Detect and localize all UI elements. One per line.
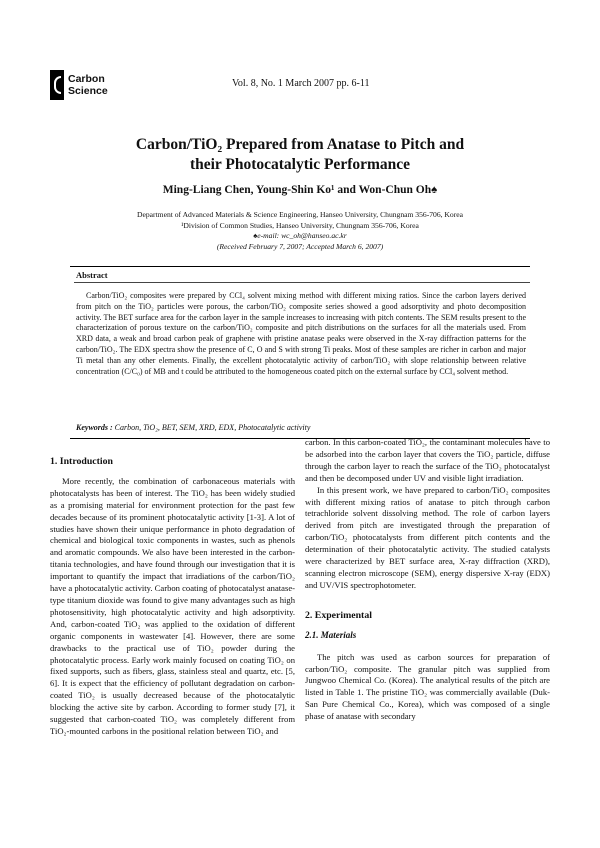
- logo-line1: Carbon: [68, 73, 105, 85]
- journal-reference: Vol. 8, No. 1 March 2007 pp. 6-11: [232, 78, 370, 89]
- introduction-paragraph-2: carbon. In this carbon-coated TiO₂, the contaminant molecules have to be adsorbed into the carbon layer that covers the TiO₂ particle, diffuse through the carbon layer to reach the surface of the TiO₂ photocatalyst and then be decomposed under UV and visible light irradiation.: [305, 437, 550, 483]
- subsection-materials-heading: 2.1. Materials: [305, 629, 357, 640]
- authors: Ming-Liang Chen, Young-Shin Ko¹ and Won-Chun Oh♠: [162, 184, 438, 196]
- abstract-heading-rule: [74, 282, 530, 283]
- journal-logo: [50, 70, 108, 100]
- logo-line2: Science: [68, 85, 108, 97]
- section-experimental-heading: 2. Experimental: [305, 609, 372, 621]
- left-column: [50, 456, 295, 738]
- carbon-logo-icon: [50, 70, 64, 100]
- abstract-body: Carbon/TiO₂ composites were prepared by CCl₄ solvent mixing method with different mixing ratios. Since the carbon layers derived from pitch on the TiO₂ particles were porous, the carbon/TiO₂ composite series showed a good adsorptivity and photo decomposition activity. The BET surface area for the carbon layer in the sample increases to increasing with pitch contents. The SEM results present to the characterization of porous texture on the carbon/TiO₂ composite and pitch distributions on the surfaces for all the materials used. From XRD data, a weak and broad carbon peak of graphene with pristine anatase peaks were observed in the X-ray diffraction patterns for the carbon/TiO₂. The EDX spectra show the presence of C, O and S with strong Ti peaks. Most of these samples are richer in carbon and major Ti metal than any other elements. Finally, the excellent photocatalytic activity of carbon/TiO₂ with slope relationship between relative concentration (C/C₀) of MB and t could be attributed to the homogeneous coated pitch on the external surface by CCl₄ solvent method.: [76, 291, 526, 376]
- abstract-heading: Abstract: [76, 270, 108, 280]
- materials-paragraph: The pitch was used as carbon sources for preparation of carbon/TiO₂ composite. The granular pitch was supplied from Jungwoo Chemical Co. (Korea). The analytical results of the pitch are listed in Table 1. The pristine TiO₂ was commercially available (Duk-San Pure Chemical Co., Korea), which was composed of a single phase of anatase with secondary: [305, 651, 550, 722]
- abstract-top-rule: [70, 266, 530, 267]
- affiliations: [50, 210, 550, 252]
- section-introduction-heading: 1. Introduction: [50, 456, 113, 467]
- keywords: [76, 423, 526, 432]
- title-line1: Carbon/TiO₂ Prepared from Anatase to Pitch and: [135, 136, 465, 153]
- received-dates: (Received February 7, 2007; Accepted March 6, 2007): [216, 241, 384, 251]
- keywords-list: Carbon, TiO₂, BET, SEM, XRD, EDX, Photocatalytic activity: [114, 423, 311, 432]
- paper-title: [50, 135, 550, 175]
- right-column: [305, 437, 550, 723]
- keywords-label: Keywords :: [76, 423, 113, 432]
- introduction-paragraph-1: More recently, the combination of carbonaceous materials with photocatalysts has been of interest. The TiO₂ has been widely studied as a promising material for environment protection for the past few decades because of its prominent photocatalytic activity [1-3]. A lot of studies have shown their unique performance in photo degradation of chemical and biological toxic components in wastes, such as phenols and aromatic compounds. We also have been interested in the carbon-titania technologies, and have found through our investigation that it is important to quantify the impact that irradiations of the carbon/TiO₂ have a photocatalytic activity. Carbon coating of photocatalyst anatase-type titanium dioxide was found to give many advantages such as high photosensitivity, high photocatalytic activity and high adsorptivity. And, carbon-coated TiO₂ was applied to the oxidation of different organic components in wastewater [4]. However, there are some drawbacks to the practical use of TiO₂ powder during the photocatalytic process. Early work mainly focused on coating TiO₂ on fixed supports, such as fibers, glass, stainless steal and quartz, etc. [5, 6]. It is expect that the efficiency of pollutant degradation on carbon-coated TiO₂ is usually decreased because of the photocatalytic blocking the active site by carbon. According to former study [7], it suggested that carbon-coated TiO₂ was completely different from TiO₂-mounted carbons in the positional relation between TiO₂ and: [50, 475, 295, 736]
- author-email: ♠e-mail: wc_oh@hanseo.ac.kr: [253, 231, 347, 240]
- affiliation-division: ¹Division of Common Studies, Hanseo University, Chungnam 356-706, Korea: [181, 220, 419, 230]
- introduction-paragraph-3: In this present work, we have prepared to carbon/TiO₂ composites with different mixing ratios of anatase to pitch through carbon tetrachloride solvent dissolving method. The role of carbon layers derived from pitch are investigated through the preparation of carbon/TiO₂ photocatalysts from different pitch contents and the determination of their photocatalytic activity. The studied catalysts were characterized by BET surface area, X-ray diffraction (XRD), scanning electron microscope (SEM), energy dispersive X-ray (EDX) and UV/VIS spectrophotometer.: [305, 484, 550, 590]
- title-line2: their Photocatalytic Performance: [189, 156, 411, 173]
- affiliation-dept: Department of Advanced Materials & Science Engineering, Hanseo University, Chungnam 356-706, Korea: [137, 210, 463, 219]
